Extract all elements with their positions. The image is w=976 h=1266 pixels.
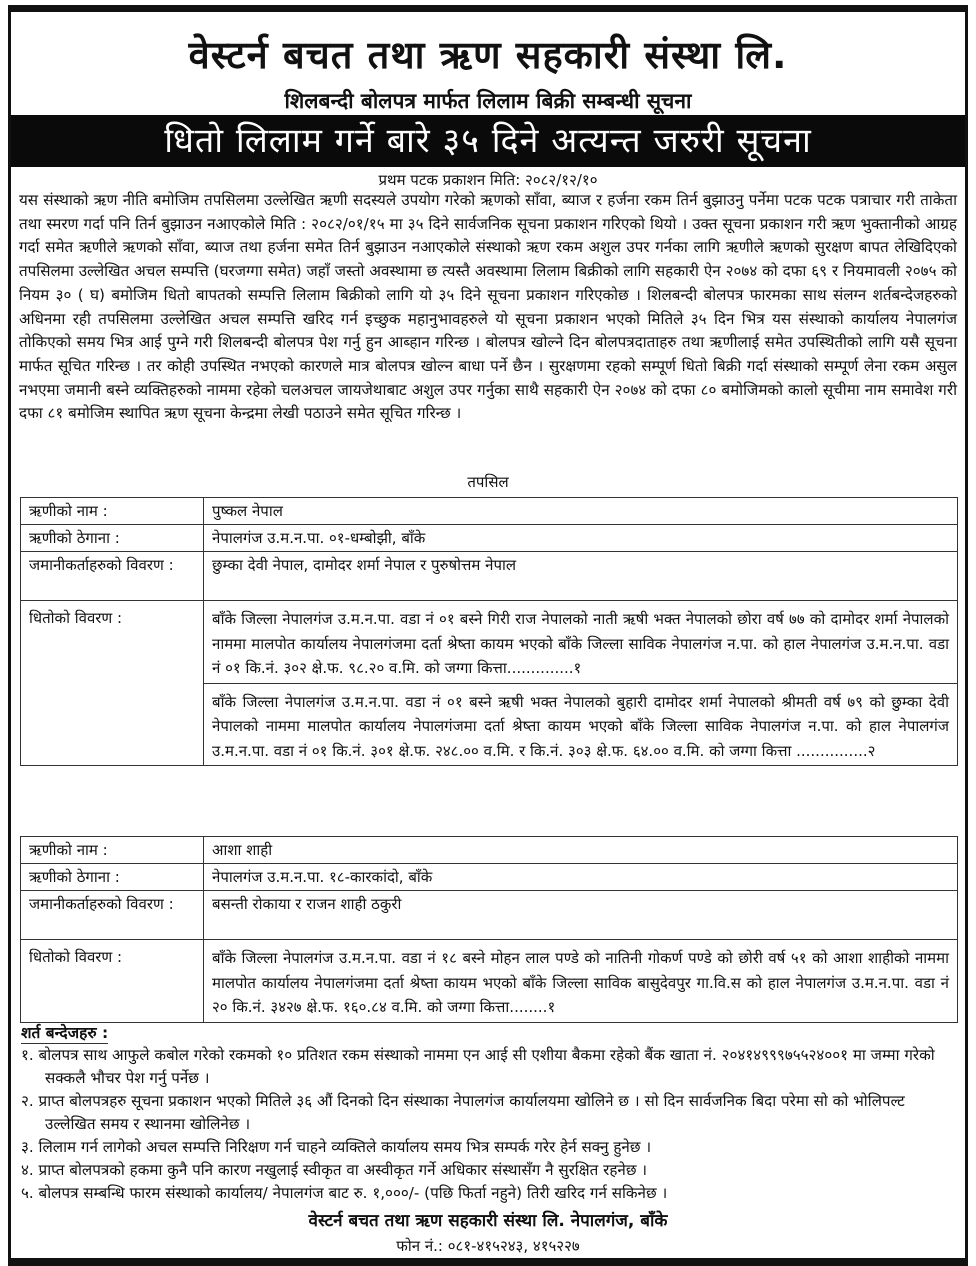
terms-list <box>21 1044 957 1205</box>
guarantors: बसन्ती रोकाया र राजन शाही ठकुरी <box>204 891 958 940</box>
guarantors: छुम्का देवी नेपाल, दामोदर शर्मा नेपाल र पुरुषोत्तम नेपाल <box>204 552 958 601</box>
term-item: २. प्राप्त बोलपत्रहरु सूचना प्रकाशन भएको मितिले ३६ औं दिनको दिन संस्थाका नेपालगंज कार्यालयमा खोलिने छ । सो दिन सार्वजनिक बिदा परेमा सो को भोलिपल्ट उल्लेखित समय र स्थानमा खोलिनेछ । <box>21 1092 905 1133</box>
org-title: वेस्टर्न बचत तथा ऋण सहकारी संस्था लि. <box>188 33 788 77</box>
collateral-label: धितोको विवरण : <box>21 940 204 1023</box>
borrower-name: आशा शाही <box>204 837 958 864</box>
term-item: ४. प्राप्त बोलपत्रको हकमा कुनै पनि कारण नखुलाई स्वीकृत वा अस्वीकृत गर्ने अधिकार संस्थासँग नै सुरक्षित रहनेछ । <box>21 1161 648 1179</box>
terms-heading: शर्त बन्देजहरु : <box>21 1024 109 1042</box>
collateral-item: बाँके जिल्ला नेपालगंज उ.म.न.पा. वडा नं ०१ बस्ने ऋषी भक्त नेपालको बुहारी दामोदर शर्मा नेपालको श्रीमती वर्ष ७९ को छुम्का देवी नेपालको नाममा मालपोत कार्यालय नेपालगंजमा दर्ता श्रेष्ता कायम भएको बाँके जिल्ला साविक नेपालगंज न.पा. को हाल नेपालगंज उ.म.न.पा. वडा नं ०१ कि.नं. ३०१ क्षे.फ. २४८.०० व.मि. र कि.नं. ३०३ क्षे.फ. ६४.०० व.मि. को जग्गा कित्ता ...............२ <box>204 683 958 766</box>
table-row <box>21 940 958 1023</box>
term-item: १. बोलपत्र साथ आफुले कबोल गरेको रकमको १० प्रतिशत रकम संस्थाको नाममा एन आई सी एशीया बैकमा रहेको बैंक खाता नं. २०४१४९९९७५५२४००१ मा जम्मा गरेको सक्कलै भौचर पेश गर्नु पर्नेछ । <box>21 1046 935 1087</box>
notice-banner: धितो लिलाम गर्ने बारे ३५ दिने अत्यन्त जरुरी सूचना <box>11 115 965 167</box>
collateral-item: बाँके जिल्ला नेपालगंज उ.म.न.पा. वडा नं १८ बस्ने मोहन लाल पण्डे को नातिनी गोकर्ण पण्डे को छोरी वर्ष ५१ को आशा शाहीको नाममा मालपोत कार्यालय नेपालगंजमा दर्ता श्रेष्ता कायम भएको बाँके जिल्ला साविक बासुदेवपुर गा.वि.स को हाल नेपालगंज उ.म.न.पा. वडा नं २० कि.नं. ३४२७ क्षे.फ. १६०.८४ व.मि. को जग्गा कित्ता........१ <box>204 940 958 1023</box>
borrower-table-2 <box>20 836 958 1023</box>
notice-body: यस संस्थाको ऋण नीति बमोजिम तपसिलमा उल्लेखित ऋणी सदस्यले उपयोग गरेको ऋणको साँवा, ब्याज र हर्जना रकम तिर्न बुझाउनु पर्नेमा पटक पटक पत्राचार गरी ताकेता तथा स्मरण गर्दा पनि तिर्न बुझाउन नआएकोले मिति : २०८२/०१/१५ मा ३५ दिने सार्वजनिक सूचना प्रकाशन गरिएको थियो । उक्त सूचना प्रकाशन गरी ऋण भुक्तानीको आग्रह गर्दा समेत ऋणीले ऋणको साँवा, ब्याज तथा हर्जना समेत तिर्न बुझाउन नआएकोले संस्थाको ऋण रकम अशुल उपर गर्नका लागि ऋणीले ऋणको सुरक्षण बापत लेखिदिएको तपसिलमा उल्लेखित अचल सम्पत्ति (घरजग्गा समेत) जहाँ जस्तो अवस्थामा छ त्यस्तै अवस्थामा लिलाम बिक्रीको लागि सहकारी ऐन २०७४ को दफा ६९ र नियमावली २०७५ को नियम ३० ( घ) बमोजिम धितो बापतको सम्पत्ति लिलाम बिक्रीको लागि यो ३५ दिने सूचना प्रकाशन गरिएकोछ । शिलबन्दी बोलपत्र फारमका साथ संलग्न शर्तबन्देजहरुको अधिनमा रही तपसिलमा उल्लेखित अचल सम्पत्ति खरिद गर्न इच्छुक महानुभावहरुले यो सूचना प्रकाशन भएको मितिले ३५ दिन भित्र यस संस्थाको कार्यालय नेपालगंज तोकिएको समय भित्र आई पुग्ने गरी शिलबन्दी बोलपत्र पेश गर्नु हुन आब्हान गरिन्छ । बोलपत्र खोल्ने दिन बोलपत्रदाताहरु तथा ऋणीलाई समेत उपस्थितीको लागि यसै सूचना मार्फत सूचित गरिन्छ । तर कोही उपस्थित नभएको कारणले मात्र बोलपत्र खोल्न बाधा पर्ने छैन । सुरक्षणमा रहको सम्पूर्ण धितो बिक्री गर्दा संस्थाको सम्पूर्ण लेना रकम असुल नभएमा जमानी बस्ने व्यक्तिहरुको नाममा रहेको चलअचल जायजेथाबाट अशुल उपर गर्नुका साथै सहकारी ऐन २०७४ को दफा ८० बमोजिमको कालो सूचीमा नाम समावेश गरी दफा ८१ बमोजिम स्थापित ऋण सूचना केन्द्रमा लेखी पठाउने समेत सूचित गरिन्छ । <box>19 191 957 423</box>
collateral-label: धितोको विवरण : <box>21 601 204 766</box>
borrower-address-label: ऋणीको ठेगाना : <box>21 864 204 891</box>
guarantors-label: जमानीकर्ताहरुको विवरण : <box>21 552 204 601</box>
term-item: ३. लिलाम गर्न लागेको अचल सम्पत्ति निरिक्षण गर्न चाहने व्यक्तिले कार्यालय समय भित्र सम्पर्क गरेर हेर्न सक्नु हुनेछ । <box>21 1138 652 1156</box>
publication-date: प्रथम पटक प्रकाशन मिति: २०८२/१२/१० <box>378 171 598 189</box>
notice-frame <box>8 5 968 1266</box>
table-row <box>21 601 958 684</box>
footer-org-address: वेस्टर्न बचत तथा ऋण सहकारी संस्था लि. नेपालगंज, बाँके <box>308 1211 668 1231</box>
notice-subtitle: शिलबन्दी बोलपत्र मार्फत लिलाम बिक्री सम्बन्धी सूचना <box>284 89 692 113</box>
table-row <box>21 498 958 525</box>
collateral-item: बाँके जिल्ला नेपालगंज उ.म.न.पा. वडा नं ०१ बस्ने गिरी राज नेपालको नाती ऋषी भक्त नेपालको छोरा वर्ष ७७ को दामोदर शर्मा नेपालको नाममा मालपोत कार्यालय नेपालगंजमा दर्ता श्रेष्ता कायम भएको बाँके जिल्ला साविक नेपालगंज न.पा. को हाल नेपालगंज उ.म.न.पा. वडा नं ०१ कि.नं. ३०२ क्षे.फ. ९८.२० व.मि. को जग्गा कित्ता..............१ <box>204 601 958 684</box>
borrower-name: पुष्कल नेपाल <box>204 498 958 525</box>
table-row <box>21 837 958 864</box>
table-row <box>21 864 958 891</box>
borrower-address-label: ऋणीको ठेगाना : <box>21 525 204 552</box>
borrower-table-1 <box>20 497 958 766</box>
borrower-name-label: ऋणीको नाम : <box>21 498 204 525</box>
guarantors-label: जमानीकर्ताहरुको विवरण : <box>21 891 204 940</box>
table-row <box>21 891 958 940</box>
borrower-address: नेपालगंज उ.म.न.पा. ०१-धम्बोझी, बाँके <box>204 525 958 552</box>
table-row <box>21 525 958 552</box>
term-item: ५. बोलपत्र सम्बन्धि फारम संस्थाको कार्यालय/ नेपालगंज बाट रु. १,०००/- (पछि फिर्ता नहुने) तिरी खरिद गर्न सकिनेछ । <box>21 1184 668 1202</box>
table-row <box>21 552 958 601</box>
footer-phone: फोन नं.: ०८१-४१५२४३, ४१५२२७ <box>396 1237 580 1255</box>
borrower-name-label: ऋणीको नाम : <box>21 837 204 864</box>
schedule-heading: तपसिल <box>467 473 509 491</box>
borrower-address: नेपालगंज उ.म.न.पा. १८-कारकांदो, बाँके <box>204 864 958 891</box>
